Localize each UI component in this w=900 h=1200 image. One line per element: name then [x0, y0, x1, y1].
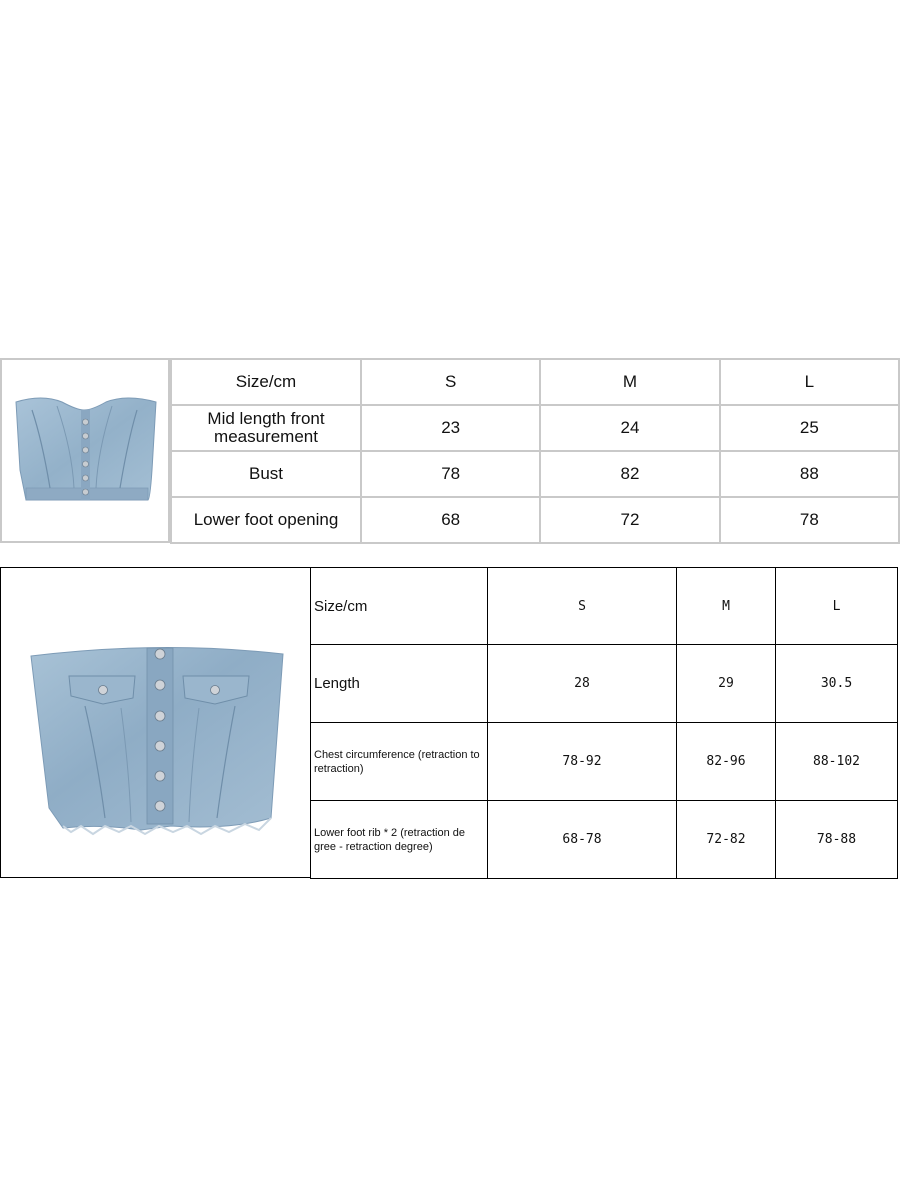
- table-cell: 78-88: [776, 801, 898, 879]
- table-cell: 29: [677, 645, 776, 723]
- table-row: [171, 405, 899, 451]
- row-label: Bust: [171, 451, 361, 497]
- table-cell: 72: [540, 497, 719, 543]
- table-cell: 78: [361, 451, 540, 497]
- size-table-top: [170, 358, 900, 544]
- row-label: Mid length front measurement: [171, 405, 361, 451]
- header-size-m: M: [540, 359, 719, 405]
- header-size-cm: Size/cm: [311, 568, 488, 645]
- table-cell: 24: [540, 405, 719, 451]
- denim-bustier-image: [2, 360, 168, 541]
- row-label: Lower foot rib * 2 (retraction de gree - retraction degree): [311, 801, 488, 879]
- table-cell: 78-92: [488, 723, 677, 801]
- row-label: Length: [311, 645, 488, 723]
- product-photo-cell: [0, 358, 170, 543]
- table-cell: 82: [540, 451, 719, 497]
- denim-tube-top-image: [1, 568, 309, 876]
- table-cell: 23: [361, 405, 540, 451]
- table-cell: 82-96: [677, 723, 776, 801]
- table-row: [171, 451, 899, 497]
- table-cell: 68: [361, 497, 540, 543]
- table-cell: 88-102: [776, 723, 898, 801]
- size-chart-top: [0, 358, 900, 543]
- table-row: [171, 497, 899, 543]
- header-size-l: L: [776, 568, 898, 645]
- table-cell: 28: [488, 645, 677, 723]
- table-row: [311, 723, 898, 801]
- header-size-l: L: [720, 359, 899, 405]
- row-label: Chest circumference (retraction to retraction): [311, 723, 488, 801]
- product-photo-cell: [0, 567, 311, 878]
- table-cell: 88: [720, 451, 899, 497]
- table-row: [311, 801, 898, 879]
- size-chart-bottom: [0, 567, 900, 878]
- table-cell: 72-82: [677, 801, 776, 879]
- header-size-m: M: [677, 568, 776, 645]
- table-cell: 25: [720, 405, 899, 451]
- size-table-bottom: [310, 567, 898, 879]
- table-row: [311, 568, 898, 645]
- table-row: [171, 359, 899, 405]
- header-size-cm: Size/cm: [171, 359, 361, 405]
- table-cell: 68-78: [488, 801, 677, 879]
- table-cell: 30.5: [776, 645, 898, 723]
- header-size-s: S: [488, 568, 677, 645]
- table-cell: 78: [720, 497, 899, 543]
- table-row: [311, 645, 898, 723]
- row-label: Lower foot opening: [171, 497, 361, 543]
- header-size-s: S: [361, 359, 540, 405]
